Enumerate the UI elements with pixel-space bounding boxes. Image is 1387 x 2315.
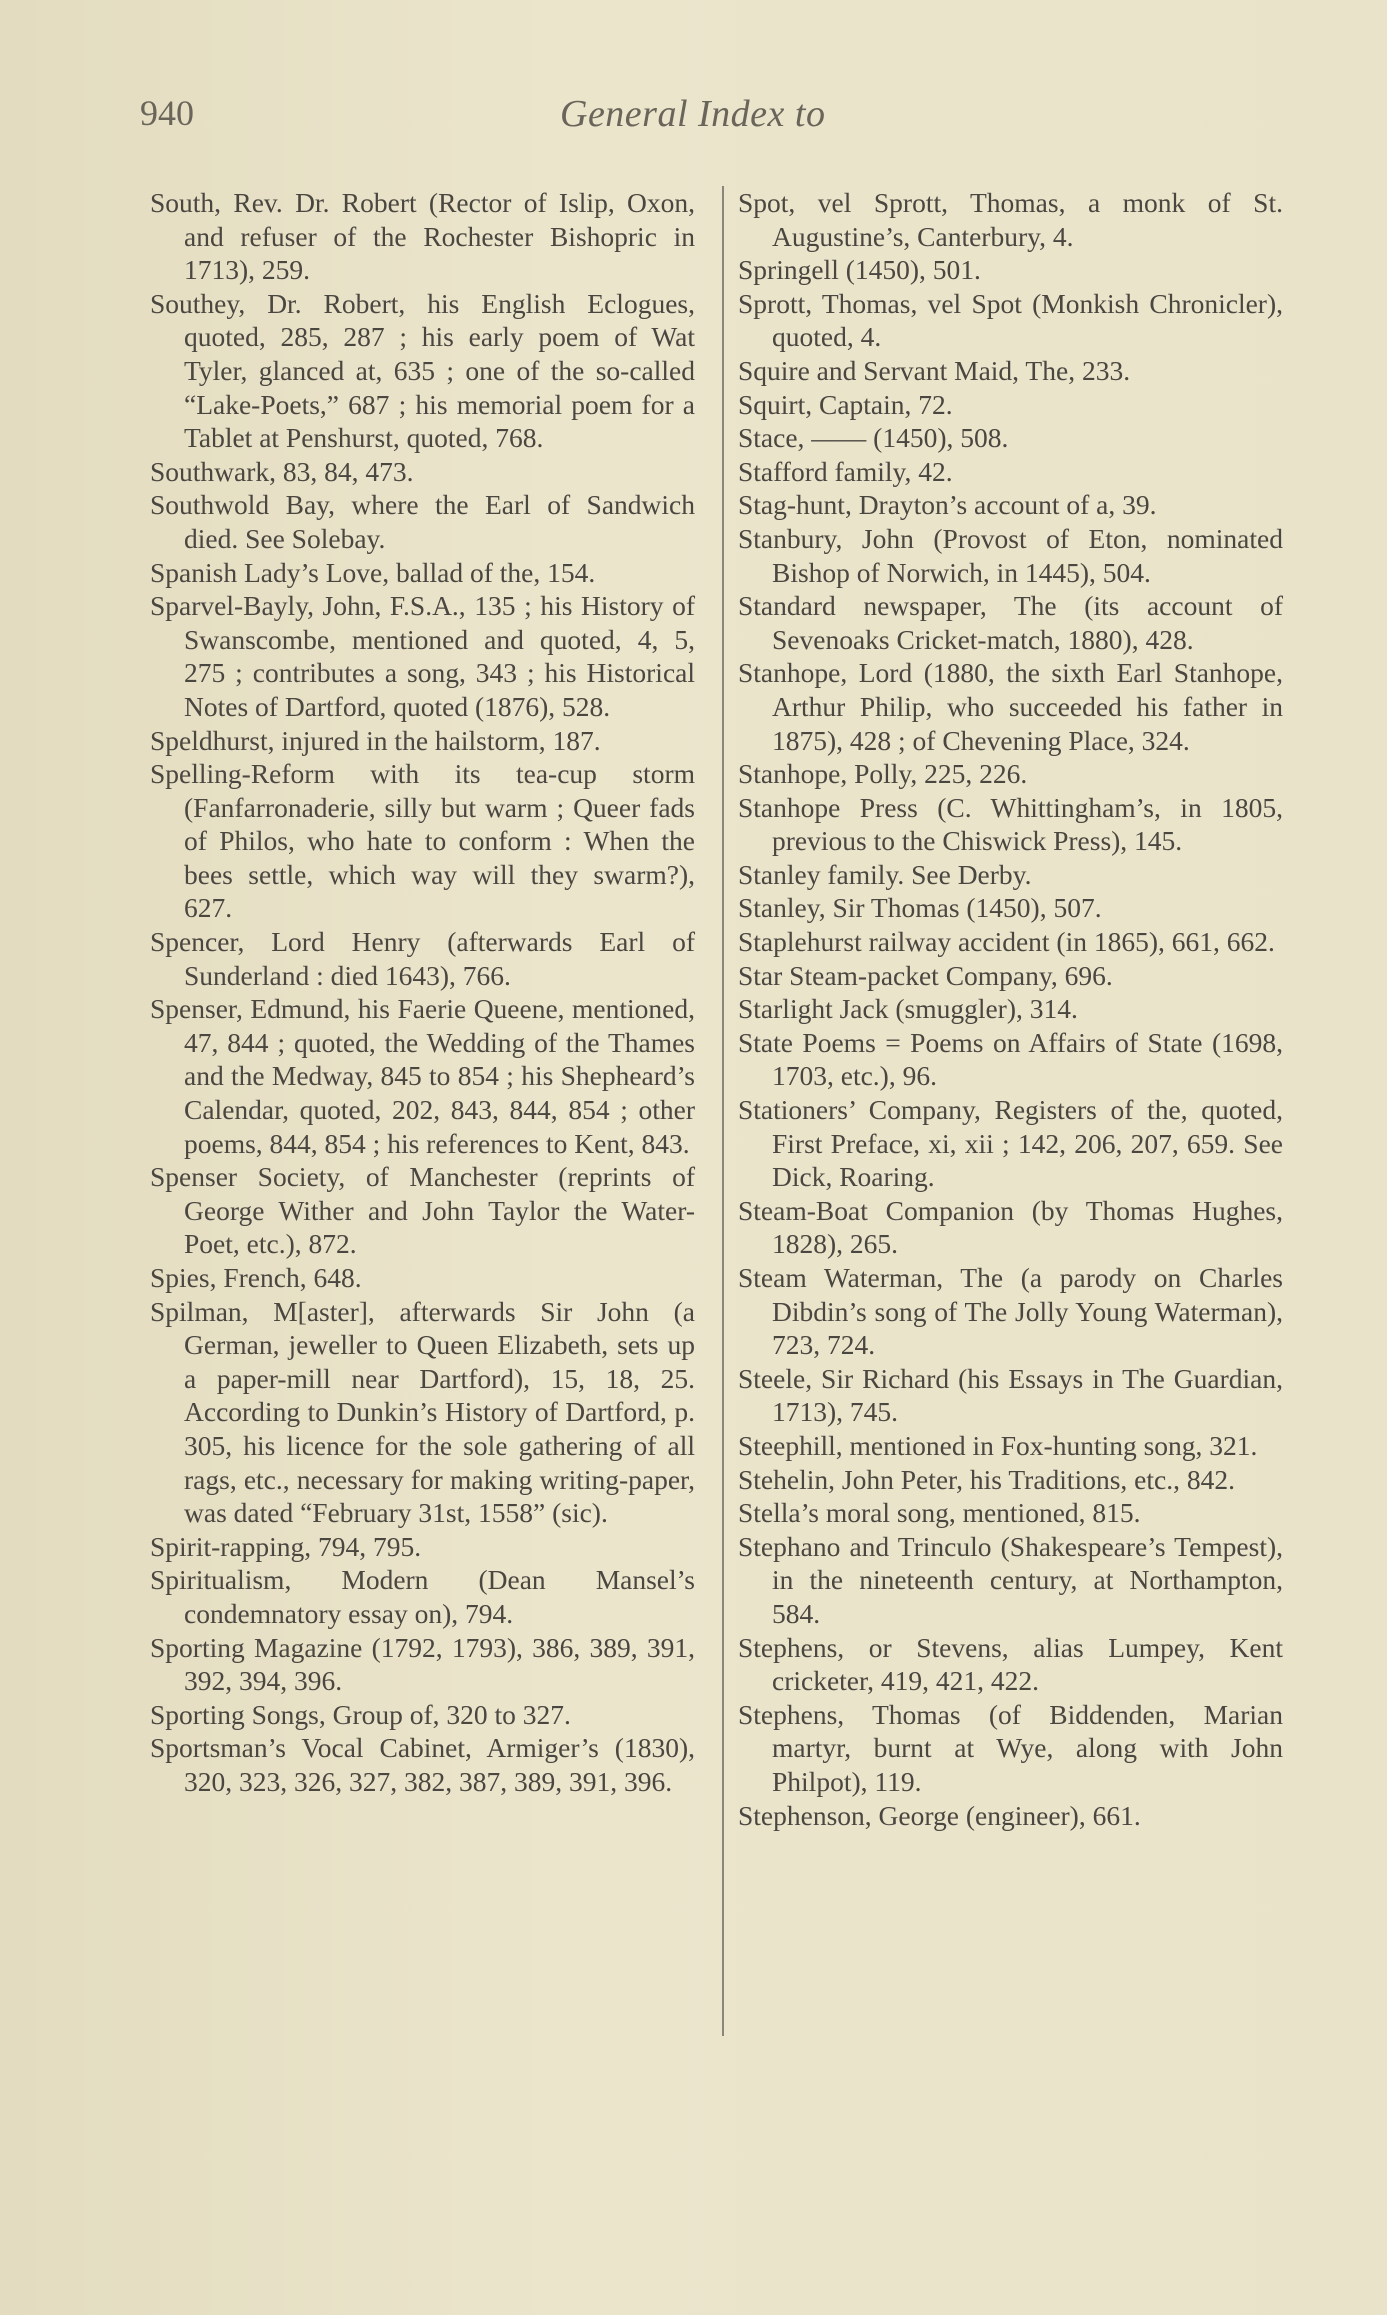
index-entry: Squire and Servant Maid, The, 233. [738, 354, 1131, 386]
index-entry: Spanish Lady’s Love, ballad of the, 154. [150, 556, 596, 588]
index-column-left [150, 186, 695, 1799]
index-entry: Southwark, 83, 84, 473. [150, 455, 414, 487]
index-entry: Steele, Sir Richard (his Essays in The Guardian, 1713), 745. [738, 1362, 1283, 1428]
index-entry: Stace, —— (1450), 508. [738, 422, 1009, 454]
index-entry: Stephenson, George (engineer), 661. [738, 1799, 1141, 1831]
index-entry: Stanley, Sir Thomas (1450), 507. [738, 892, 1102, 924]
index-entry: Stationers’ Company, Registers of the, quoted, First Preface, xi, xii ; 142, 206, 207, 659. See Dick, Roaring. [738, 1094, 1283, 1193]
index-entry: Standard newspaper, The (its account of Sevenoaks Cricket-match, 1880), 428. [738, 590, 1283, 655]
index-entry: Stehelin, John Peter, his Traditions, etc., 842. [738, 1463, 1235, 1495]
index-entry: Sporting Songs, Group of, 320 to 327. [150, 1698, 571, 1730]
index-entry: Stanhope, Polly, 225, 226. [738, 758, 1028, 790]
index-entry: Stephens, Thomas (of Biddenden, Marian martyr, burnt at Wye, along with John Philpot), 119. [738, 1698, 1283, 1797]
index-entry: Spirit-rapping, 794, 795. [150, 1530, 422, 1562]
index-entry: Springell (1450), 501. [738, 254, 981, 286]
index-entry: Squirt, Captain, 72. [738, 388, 953, 420]
index-entry: Speldhurst, injured in the hailstorm, 187. [150, 724, 601, 756]
index-entry: Spiritualism, Modern (Dean Mansel’s condemnatory essay on), 794. [150, 1564, 695, 1629]
index-entry: Staplehurst railway accident (in 1865), 661, 662. [738, 926, 1275, 958]
index-column-right [738, 186, 1283, 1832]
index-entry: Southey, Dr. Robert, his English Eclogues, quoted, 285, 287 ; his early poem of Wat Tyler, glanced at, 635 ; one of the so-called “Lake-Poets,” 687 ; his memorial poem for a Tablet at Penshurst, quoted, 768. [150, 287, 695, 454]
column-divider [722, 186, 724, 2036]
index-entry: Steam-Boat Companion (by Thomas Hughes, 1828), 265. [738, 1194, 1283, 1260]
index-entry: Spilman, M[aster], afterwards Sir John (a German, jeweller to Queen Elizabeth, sets up a paper-mill near Dartford), 15, 18, 25. According to Dunkin’s History of Dartford, p. 305, his licence for the sole gathering of all rags, etc., necessary for making writing-paper, was dated “February 31st, 1558” (sic). [150, 1295, 695, 1529]
index-entry: Stag-hunt, Drayton’s account of a, 39. [738, 489, 1157, 521]
index-entry: Spenser Society, of Manchester (reprints of George Wither and John Taylor the Water-Poet, etc.), 872. [150, 1161, 695, 1260]
index-entry: Starlight Jack (smuggler), 314. [738, 993, 1078, 1025]
index-entry: State Poems = Poems on Affairs of State (1698, 1703, etc.), 96. [738, 1026, 1283, 1092]
index-entry: Sportsman’s Vocal Cabinet, Armiger’s (1830), 320, 323, 326, 327, 382, 387, 389, 391, 396. [150, 1732, 695, 1797]
index-entry: Stanley family. See Derby. [738, 858, 1032, 890]
index-entry: Stella’s moral song, mentioned, 815. [738, 1497, 1141, 1529]
index-entry: Stephens, or Stevens, alias Lumpey, Kent cricketer, 419, 421, 422. [738, 1631, 1283, 1697]
index-entry: Spencer, Lord Henry (afterwards Earl of Sunderland : died 1643), 766. [150, 926, 695, 991]
index-entry: Spelling-Reform with its tea-cup storm (Fanfarronaderie, silly but warm ; Queer fads of Philos, who hate to conform : When the bees settle, which way will they swarm?), 627. [150, 758, 695, 924]
index-entry: Stanbury, John (Provost of Eton, nominated Bishop of Norwich, in 1445), 504. [738, 522, 1283, 588]
index-entry: Steephill, mentioned in Fox-hunting song, 321. [738, 1429, 1258, 1461]
index-entry: Steam Waterman, The (a parody on Charles Dibdin’s song of The Jolly Young Waterman), 723, 724. [738, 1262, 1283, 1361]
running-head: General Index to [560, 93, 826, 135]
page-number: 940 [140, 93, 194, 133]
index-entry: Star Steam-packet Company, 696. [738, 959, 1113, 991]
index-entry: Spot, vel Sprott, Thomas, a monk of St. Augustine’s, Canterbury, 4. [738, 187, 1283, 252]
index-entry: Stanhope Press (C. Whittingham’s, in 1805, previous to the Chiswick Press), 145. [738, 791, 1283, 857]
index-entry: Southwold Bay, where the Earl of Sandwich died. See Solebay. [150, 489, 695, 554]
index-entry: South, Rev. Dr. Robert (Rector of Islip, Oxon, and refuser of the Rochester Bishopric in 1713), 259. [150, 187, 695, 286]
index-entry: Stafford family, 42. [738, 455, 953, 487]
index-entry: Spies, French, 648. [150, 1262, 362, 1293]
index-entry: Stanhope, Lord (1880, the sixth Earl Stanhope, Arthur Philip, who succeeded his father in 1875), 428 ; of Chevening Place, 324. [738, 657, 1283, 756]
index-entry: Sparvel-Bayly, John, F.S.A., 135 ; his History of Swanscombe, mentioned and quoted, 4, 5, 275 ; contributes a song, 343 ; his Historical Notes of Dartford, quoted (1876), 528. [150, 590, 695, 722]
index-entry: Stephano and Trinculo (Shakespeare’s Tempest), in the nineteenth century, at Northampton, 584. [738, 1530, 1283, 1629]
index-entry: Sprott, Thomas, vel Spot (Monkish Chronicler), quoted, 4. [738, 287, 1283, 353]
index-entry: Sporting Magazine (1792, 1793), 386, 389, 391, 392, 394, 396. [150, 1631, 695, 1697]
page-header [140, 92, 1280, 142]
index-entry: Spenser, Edmund, his Faerie Queene, mentioned, 47, 844 ; quoted, the Wedding of the Thames and the Medway, 845 to 854 ; his Shepheard’s Calendar, quoted, 202, 843, 844, 854 ; other poems, 844, 854 ; his references to Kent, 843. [150, 993, 695, 1159]
